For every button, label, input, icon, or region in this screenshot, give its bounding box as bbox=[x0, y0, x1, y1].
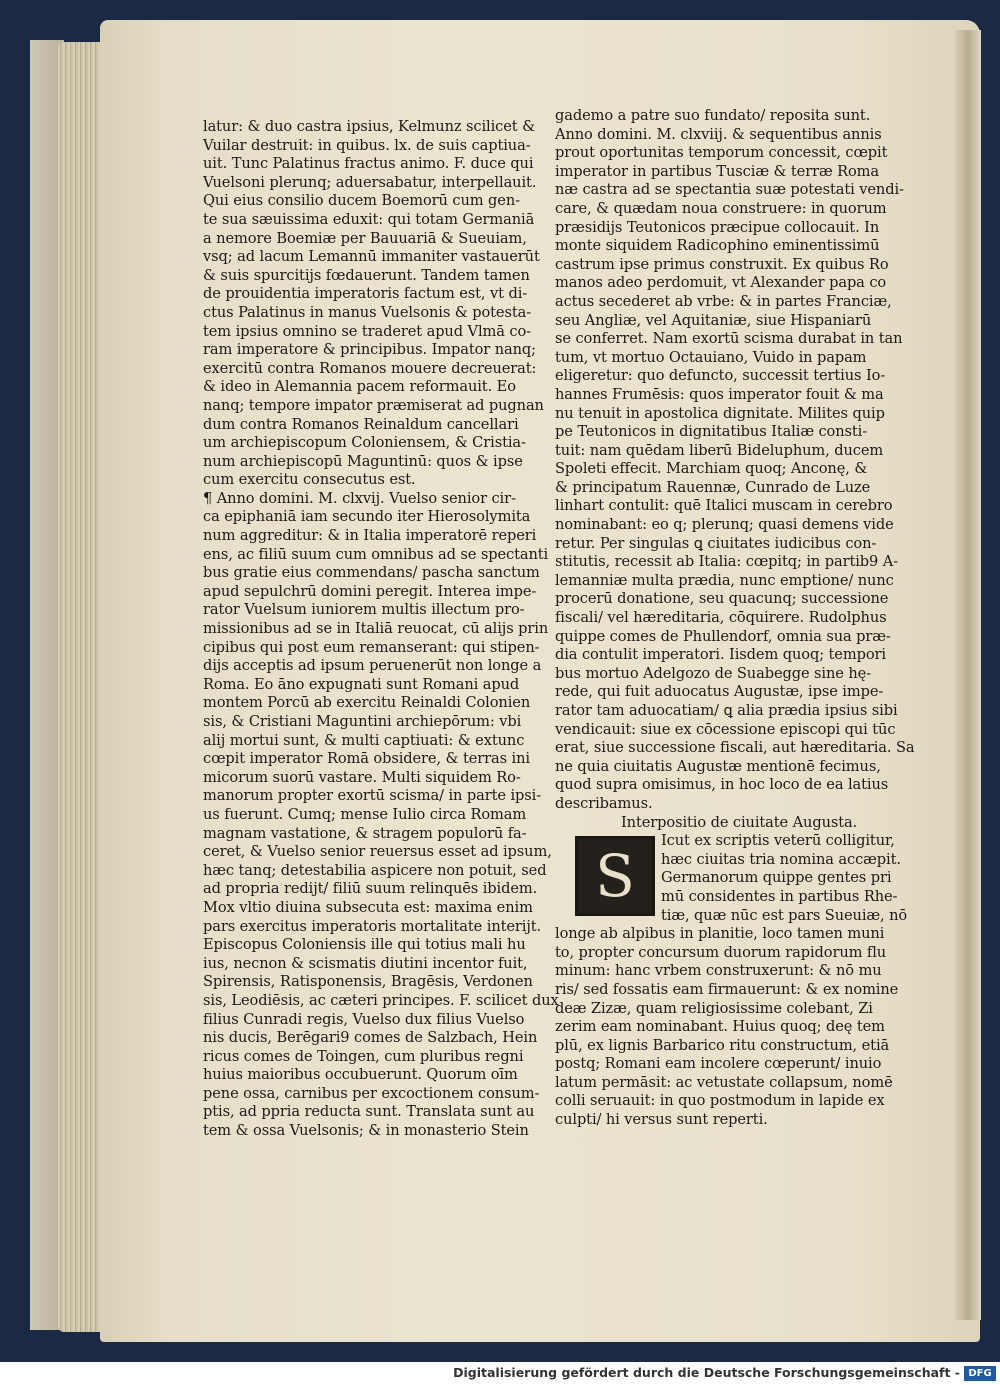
text-line: & suis spurcitijs fœdauerunt. Tandem tamen bbox=[203, 266, 530, 284]
text-line: ptis, ad ppria reducta sunt. Translata sunt au bbox=[203, 1103, 535, 1121]
text-line: apud sepulchrū domini peregit. Interea impe- bbox=[203, 582, 537, 600]
text-line: ens, ac filiū suum cum omnibus ad se spectanti bbox=[203, 545, 549, 563]
text-line: num aggreditur: & in Italia imperatorē reperi bbox=[203, 527, 537, 545]
section-heading: Interpositio de ciuitate Augusta. bbox=[621, 813, 858, 831]
text-line: ne quia ciuitatis Augustæ mentionē fecimus, bbox=[555, 757, 881, 775]
text-line: rator tam aduocatiam/ ꝗ alia prædia ipsius sibi bbox=[555, 702, 898, 719]
text-line: latur: & duo castra ipsius, Kelmunz scilicet & bbox=[203, 118, 535, 135]
text-line: ¶ Anno domini. M. clxvij. Vuelso senior cir- bbox=[203, 489, 516, 507]
text-line: cipibus qui post eum remanserant: qui stipen- bbox=[203, 638, 540, 656]
text-line: montem Porcū ab exercitu Reinaldi Colonien bbox=[203, 694, 531, 712]
decorated-initial bbox=[575, 836, 655, 916]
text-line: Germanorum quippe gentes pri bbox=[661, 869, 892, 887]
text-line: actus secederet ab vrbe: & in partes Franciæ, bbox=[555, 292, 892, 310]
text-line: Qui eius consilio ducem Boemorū cum gen- bbox=[203, 192, 520, 210]
text-line: Anno domini. M. clxviij. & sequentibus annis bbox=[555, 125, 882, 143]
text-line: & ideo in Alemannia pacem reformauit. Eo bbox=[203, 378, 516, 396]
text-line: ceret, & Vuelso senior reuersus esset ad ipsum, bbox=[203, 843, 552, 861]
text-line: stitutis, recessit ab Italia: cœpitq; in partib9 A- bbox=[555, 553, 899, 571]
text-line: dum contra Romanos Reinaldum cancellari bbox=[203, 415, 519, 433]
text-line: um archiepiscopum Coloniensem, & Cristia- bbox=[203, 434, 526, 452]
text-line: rede, qui fuit aduocatus Augustæ, ipse impe- bbox=[555, 683, 884, 701]
text-line: vsq; ad lacum Lemannū immaniter vastauerūt bbox=[203, 248, 540, 266]
text-line: hannes Frumēsis: quos imperator fouit & ma bbox=[555, 385, 884, 403]
text-line: næ castra ad se spectantia suæ potestati vendi- bbox=[555, 181, 904, 199]
text-line: to, propter concursum duorum rapidorum flu bbox=[555, 943, 887, 961]
text-line: te sua sæuissima eduxit: qui totam Germaniā bbox=[203, 210, 535, 228]
text-line: mū considentes in partibus Rhe- bbox=[661, 887, 898, 905]
text-line: pene ossa, carnibus per excoctionem consum- bbox=[203, 1084, 540, 1102]
text-line: hæc tanq; detestabilia aspicere non potuit, sed bbox=[203, 861, 547, 879]
text-line: & principatum Rauennæ, Cunrado de Luze bbox=[555, 478, 871, 496]
text-line: filius Cunradi regis, Vuelso dux filius Vuelso bbox=[203, 1010, 525, 1028]
text-line: pe Teutonicos in dignitatibus Italiæ consti- bbox=[555, 423, 868, 441]
page-gutter bbox=[955, 30, 981, 1320]
text-line: uit. Tunc Palatinus fractus animo. F. duce qui bbox=[203, 155, 534, 173]
text-line: dijs acceptis ad ipsum peruenerūt non longe a bbox=[203, 657, 542, 675]
text-line: ctus Palatinus in manus Vuelsonis & potesta- bbox=[203, 303, 532, 321]
text-line: ris/ sed fossatis eam firmauerunt: & ex nomine bbox=[555, 980, 899, 998]
text-line: Roma. Eo āno expugnati sunt Romani apud bbox=[203, 675, 520, 693]
text-line: manos adeo perdomuit, vt Alexander papa co bbox=[555, 274, 887, 292]
text-line: tem ipsius omnino se traderet apud Vlmā co- bbox=[203, 322, 531, 340]
text-line: nominabant: eo q; plerunq; quasi demens vide bbox=[555, 516, 894, 534]
text-line: linhart contulit: quē Italici muscam in cerebro bbox=[555, 497, 893, 515]
text-line: sis, & Cristiani Maguntini archiepōrum: vbi bbox=[203, 713, 522, 730]
text-line: minum: hanc vrbem construxerunt: & nō mu bbox=[555, 962, 882, 980]
text-line: hæc ciuitas tria nomina accæpit. bbox=[661, 850, 901, 868]
text-line: postq; Romani eam incolere cœperunt/ inuio bbox=[555, 1055, 882, 1073]
text-line: a nemore Boemiæ per Bauuariā & Sueuiam, bbox=[203, 229, 527, 247]
footer-bar bbox=[0, 1362, 1000, 1385]
text-line: exercitū contra Romanos mouere decreuerat: bbox=[203, 359, 537, 377]
text-line: nanq; tempore impator præmiserat ad pugnan bbox=[203, 396, 544, 414]
text-line: ad propria redijt/ filiū suum relinquēs ibidem. bbox=[203, 880, 538, 898]
text-line: ricus comes de Toingen, cum pluribus regni bbox=[203, 1047, 524, 1065]
text-line: fiscali/ vel hæreditaria, cōquirere. Rudolphus bbox=[555, 609, 887, 627]
text-line: gademo a patre suo fundato/ reposita sunt. bbox=[555, 107, 871, 124]
text-line: bus gratie eius commendans/ pascha sanctum bbox=[203, 564, 540, 582]
text-line: lemanniæ multa prædia, nunc emptione/ nunc bbox=[555, 571, 894, 589]
text-line: de prouidentia imperatoris factum est, vt di- bbox=[203, 285, 528, 303]
text-line: tum, vt mortuo Octauiano, Vuido in papam bbox=[555, 348, 867, 366]
text-line: manorum propter exortū scisma/ in parte ipsi- bbox=[203, 787, 542, 805]
dfg-logo: DFG bbox=[964, 1366, 996, 1381]
text-line: describamus. bbox=[555, 794, 653, 812]
text-line: seu Angliæ, vel Aquitaniæ, siue Hispaniarū bbox=[555, 311, 872, 329]
text-line: cum exercitu consecutus est. bbox=[203, 471, 416, 489]
text-line: eligeretur: quo defuncto, successit tertius Io- bbox=[555, 367, 886, 385]
text-line: cœpit imperator Romā obsidere, & terras ini bbox=[203, 750, 530, 768]
text-line: Vuilar destruit: in quibus. lx. de suis captiua- bbox=[203, 136, 531, 154]
text-line: tuit: nam quēdam liberū Bideluphum, ducem bbox=[555, 441, 884, 459]
funding-note: Digitalisierung gefördert durch die Deutsche Forschungsgemeinschaft - bbox=[453, 1365, 960, 1380]
left-text-column bbox=[203, 118, 563, 1141]
text-line: latum permāsit: ac vetustate collapsum, nomē bbox=[555, 1073, 893, 1091]
text-line: tem & ossa Vuelsonis; & in monasterio Stein bbox=[203, 1122, 529, 1140]
text-line: erat, siue successione fiscali, aut hæreditaria. Sa bbox=[555, 739, 915, 757]
text-line: imperator in partibus Tusciæ & terræ Roma bbox=[555, 162, 880, 180]
text-line: procerū donatione, seu quacunq; successione bbox=[555, 590, 889, 608]
text-line: Spirensis, Ratisponensis, Bragēsis, Verdonen bbox=[203, 973, 533, 991]
text-line: bus mortuo Adelgozo de Suabegge sine hę- bbox=[555, 664, 872, 682]
text-line: quod supra omisimus, in hoc loco de ea latius bbox=[555, 776, 889, 794]
text-line: zerim eam nominabant. Huius quoq; deę tem bbox=[555, 1018, 885, 1036]
text-line: tiæ, quæ nūc est pars Sueuiæ, nō bbox=[661, 906, 908, 924]
right-text-column bbox=[555, 107, 925, 1130]
text-line: se conferret. Nam exortū scisma durabat in tan bbox=[555, 330, 903, 348]
text-line: monte siquidem Radicophino eminentissimū bbox=[555, 237, 880, 255]
text-line: prout oportunitas temporum concessit, cœpit bbox=[555, 144, 888, 162]
text-line: micorum suorū vastare. Multi siquidem Ro- bbox=[203, 768, 521, 786]
text-line: nu tenuit in apostolica dignitate. Milites quip bbox=[555, 404, 885, 422]
text-line: pars exercitus imperatoris mortalitate interijt. bbox=[203, 917, 542, 935]
text-line: rator Vuelsum iuniorem multis illectum pro- bbox=[203, 601, 525, 619]
text-line: care, & quædam noua construere: in quorum bbox=[555, 199, 887, 217]
text-line: culpti/ hi versus sunt reperti. bbox=[555, 1111, 768, 1129]
text-line: plū, ex lignis Barbarico ritu constructum, etiā bbox=[555, 1036, 890, 1054]
text-line: num archiepiscopū Maguntinū: quos & ipse bbox=[203, 452, 523, 470]
text-line: magnam vastatione, & stragem populorū fa- bbox=[203, 824, 527, 842]
text-line: vendicauit: siue ex cōcessione episcopi qui tūc bbox=[555, 720, 896, 738]
text-line: us fuerunt. Cumq; mense Iulio circa Romam bbox=[203, 805, 527, 823]
text-line: castrum ipse primus construxit. Ex quibus Ro bbox=[555, 255, 889, 273]
text-line: dia contulit imperatori. Iisdem quoq; tempori bbox=[555, 646, 886, 664]
text-line: huius maioribus occubuerunt. Quorum oīm bbox=[203, 1066, 518, 1084]
text-line: sis, Leodiēsis, ac cæteri principes. F. scilicet dux bbox=[203, 991, 559, 1009]
text-line: Spoleti effecit. Marchiam quoq; Anconę, & bbox=[555, 460, 868, 478]
text-line: Vuelsoni plerunq; aduersabatur, interpellauit. bbox=[203, 173, 537, 191]
text-line: Episcopus Coloniensis ille qui totius mali hu bbox=[203, 936, 526, 954]
text-line: quippe comes de Phullendorf, omnia sua præ- bbox=[555, 627, 891, 645]
text-line: deæ Zizæ, quam religiosissime colebant, Zi bbox=[555, 999, 873, 1017]
text-line: longe ab alpibus in planitie, loco tamen muni bbox=[555, 925, 885, 943]
text-line: colli seruauit: in quo postmodum in lapide ex bbox=[555, 1092, 885, 1110]
text-line: præsidijs Teutonicos præcipue collocauit. In bbox=[555, 218, 880, 236]
text-line: missionibus ad se in Italiā reuocat, cū alijs prin bbox=[203, 620, 549, 638]
text-line: ca epiphaniā iam secundo iter Hierosolymita bbox=[203, 508, 531, 526]
text-line: nis ducis, Berēgari9 comes de Salzbach, Hein bbox=[203, 1029, 538, 1047]
text-line: Mox vltio diuina subsecuta est: maxima enim bbox=[203, 898, 533, 916]
text-line: alij mortui sunt, & multi captiuati: & extunc bbox=[203, 731, 525, 749]
text-line: retur. Per singulas ꝗ ciuitates iudicibus con- bbox=[555, 534, 877, 552]
text-line: ram imperatore & principibus. Impator nanq; bbox=[203, 341, 536, 359]
text-line: ius, necnon & scismatis diutini incentor fuit, bbox=[203, 954, 528, 972]
initial-letter: S bbox=[595, 842, 635, 911]
right-column-top-text bbox=[555, 107, 925, 814]
text-line: Icut ex scriptis veterū colligitur, bbox=[661, 832, 895, 850]
